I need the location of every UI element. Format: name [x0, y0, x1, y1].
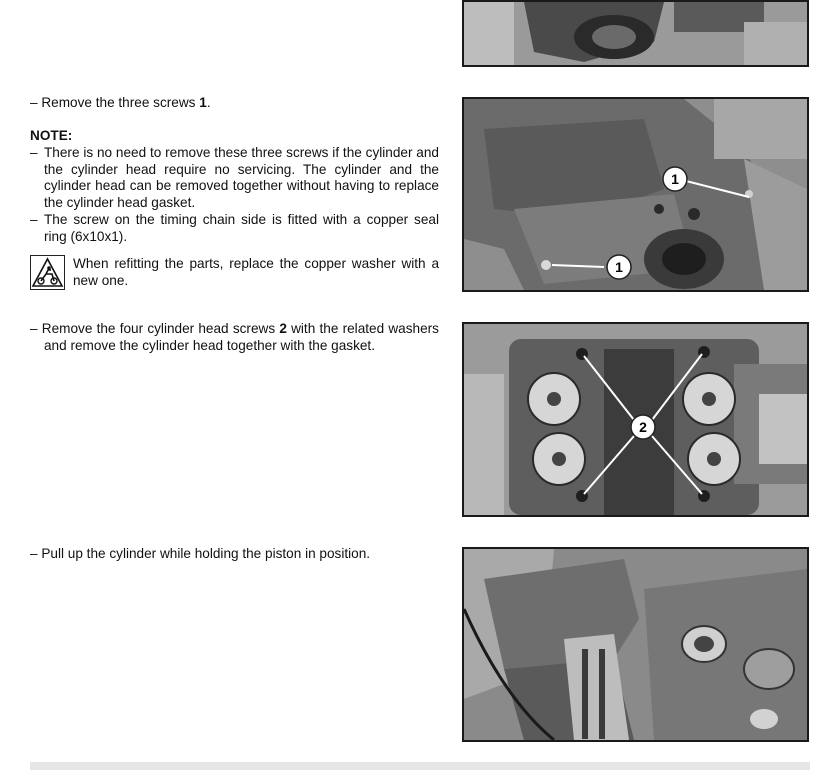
callout-label: 1 [671, 171, 679, 187]
note-item-text: There is no need to remove these three screws if the cylinder and the cylinder head require no servicing. The cylinder and the cylinder head can be removed together without having to replace the cylinder head gasket. [44, 144, 439, 211]
callout-label: 2 [639, 419, 647, 435]
note-item [30, 145, 439, 212]
engine-photo-top [462, 0, 809, 67]
step-text: – Remove the four cylinder head screws [30, 321, 280, 336]
note-dash: – [30, 211, 38, 227]
callout-ref: 1 [199, 95, 207, 110]
note-heading: NOTE: [30, 128, 73, 143]
step-remove-head-screws [30, 321, 439, 355]
step-pull-up-cylinder [30, 546, 370, 563]
warning-text: When refitting the parts, replace the copper washer with a new one. [73, 256, 439, 288]
motorcycle-warning-icon [30, 255, 65, 290]
callout-ref: 2 [279, 321, 287, 336]
step-remove-three-screws [30, 95, 211, 112]
engine-photo-screws-1 [462, 97, 809, 292]
step-text-end: . [206, 95, 211, 110]
note-dash: – [30, 144, 38, 160]
note-block [30, 128, 439, 246]
page-footer-bar [30, 762, 810, 770]
step-text: – Remove the three screws [30, 95, 200, 110]
engine-photo-cylinder-removal [462, 547, 809, 742]
note-item-text: The screw on the timing chain side is fitted with a copper seal ring (6x10x1). [44, 211, 439, 244]
callout-label: 1 [615, 259, 623, 275]
step-text: – Pull up the cylinder while holding the piston in position. [30, 546, 371, 561]
engine-photo-head-screws-2 [462, 322, 809, 517]
note-item [30, 212, 439, 246]
step-text-end: with the related washers and remove the cylinder head together with the gasket. [44, 321, 439, 353]
